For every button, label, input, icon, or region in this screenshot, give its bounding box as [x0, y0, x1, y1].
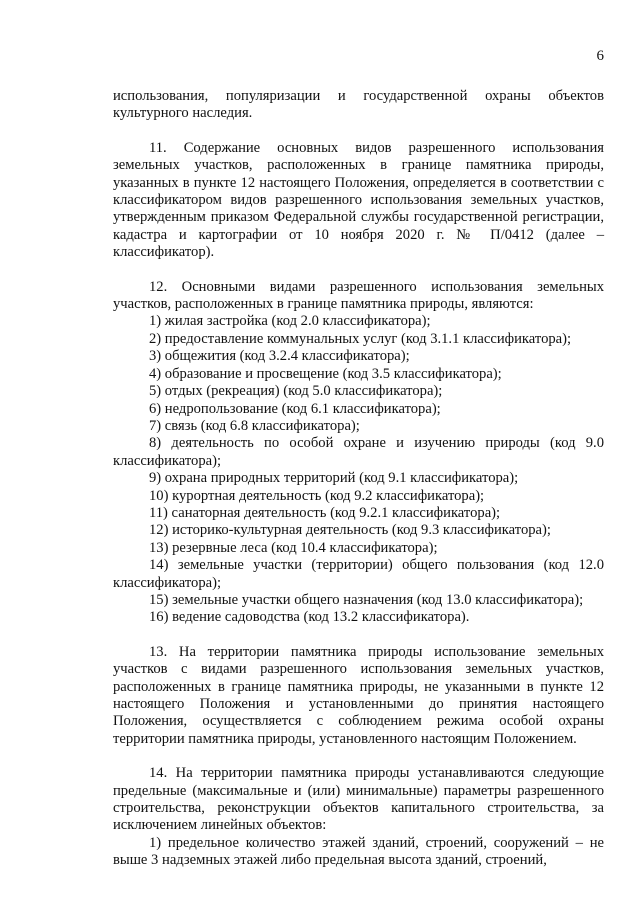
paragraph-gap — [113, 123, 604, 140]
list-item: 9) охрана природных территорий (код 9.1 классификатора); — [149, 470, 519, 487]
list-item: 10) курортная деятельность (код 9.2 классификатора); — [149, 487, 485, 504]
paragraph-12-list — [113, 313, 604, 626]
continuation-paragraph: использования, популяризации и государственной охраны объектов культурного наследия. — [113, 88, 604, 122]
list-item: 7) связь (код 6.8 классификатора); — [149, 417, 360, 434]
page-number: 6 — [596, 48, 604, 64]
list-item: 2) предоставление коммунальных услуг (код 3.1.1 классификатора); — [149, 330, 572, 347]
list-item: 12) историко-культурная деятельность (код 9.3 классификатора); — [149, 522, 551, 539]
paragraph-13: 13. На территории памятника природы использование земельных участков с видами разрешенного использования земельных участков, расположенных в границе памятника природы, не указанными в пункте 12 настоящего Положения и установленными до принятия настоящего Положения, осуществляется с соблюдением режима особой охраны территории памятника природы, установленного настоящим Положением. — [113, 643, 604, 747]
paragraph-gap — [113, 262, 604, 279]
list-item: 13) резервные леса (код 10.4 классификатора); — [149, 539, 438, 556]
paragraph-11: 11. Содержание основных видов разрешенного использования земельных участков, расположенных в границе памятника природы, указанных в пункте 12 настоящего Положения, определяется в соответствии с классификатором видов разрешенного использования земельных участков, утвержденным приказом Федеральной службы государственной регистрации, кадастра и картографии от 10 ноября 2020 г. № П/0412 (далее – классификатор). — [113, 139, 604, 261]
list-item: 8) деятельность по особой охране и изучению природы (код 9.0 классификатора); — [113, 435, 604, 469]
list-item: 6) недропользование (код 6.1 классификатора); — [149, 400, 441, 417]
paragraph-14-item-1: 1) предельное количество этажей зданий, строений, сооружений – не выше 3 надземных этажей либо предельная высота зданий, строений, — [113, 834, 604, 869]
list-item: 11) санаторная деятельность (код 9.2.1 классификатора); — [149, 504, 501, 521]
paragraph-14-intro: 14. На территории памятника природы устанавливаются следующие предельные (максимальные и (или) минимальные) параметры разрешенного строительства, реконструкции объектов капитального строительства, за исключением линейных объектов: — [113, 765, 604, 834]
paragraph-gap — [113, 748, 604, 765]
paragraph-12-intro: 12. Основными видами разрешенного использования земельных участков, расположенных в границе памятника природы, являются: — [113, 278, 604, 313]
list-item: 14) земельные участки (территории) общего пользования (код 12.0 классификатора); — [113, 557, 604, 591]
document-body — [113, 88, 604, 870]
list-item: 15) земельные участки общего назначения (код 13.0 классификатора); — [149, 591, 584, 608]
list-item: 4) образование и просвещение (код 3.5 классификатора); — [149, 365, 502, 382]
list-item: 16) ведение садоводства (код 13.2 классификатора). — [149, 609, 470, 626]
list-item: 5) отдых (рекреация) (код 5.0 классификатора); — [149, 383, 443, 400]
paragraph-gap — [113, 627, 604, 644]
list-item: 3) общежития (код 3.2.4 классификатора); — [149, 348, 410, 365]
list-item: 1) жилая застройка (код 2.0 классификатора); — [149, 313, 431, 330]
